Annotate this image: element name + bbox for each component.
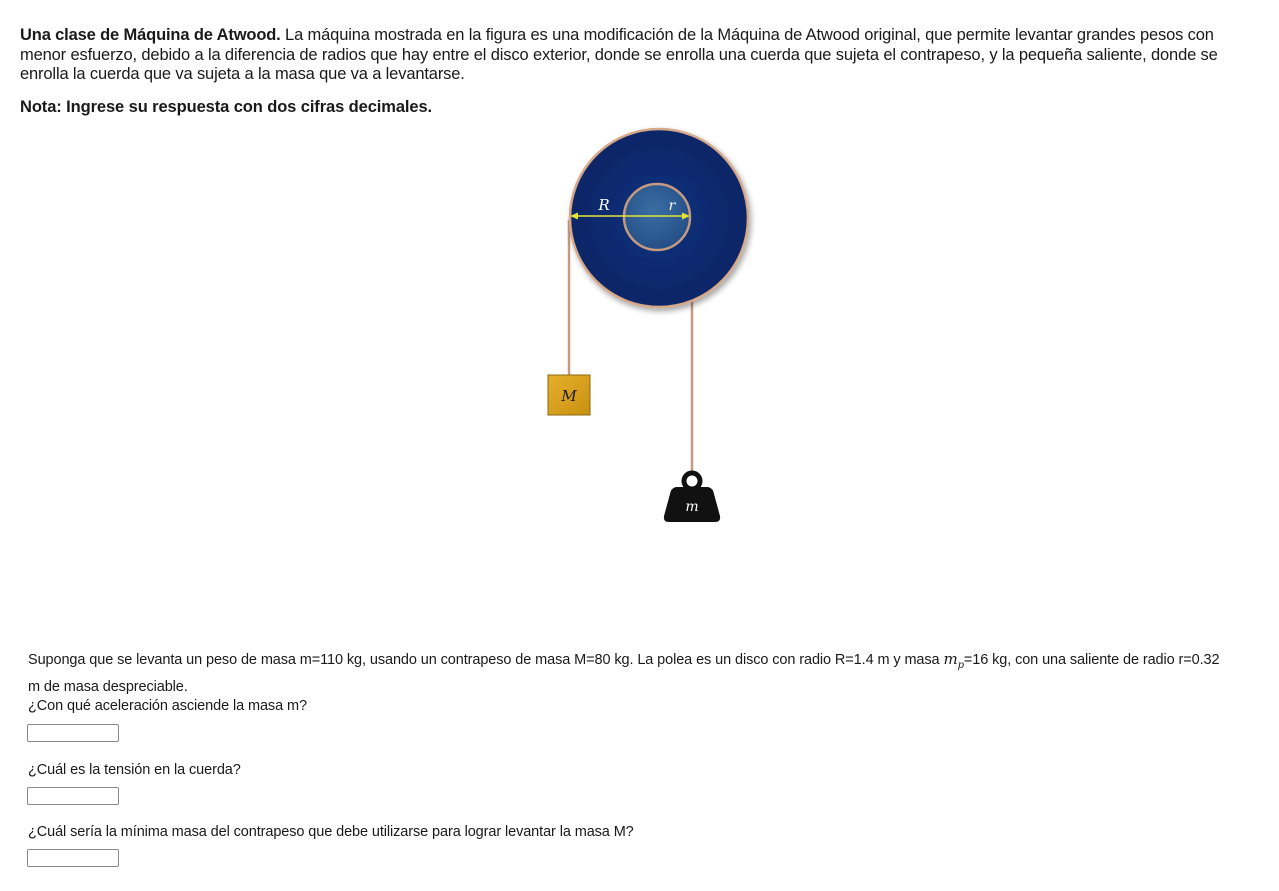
answer-tension-input[interactable]: [27, 787, 119, 805]
answer-min-counterweight-input[interactable]: [27, 849, 119, 867]
problem-description: La máquina mostrada en la figura es una modificación de la Máquina de Atwood original, que permite levantar grandes pesos con menor esfuerzo, debido a la diferencia de radios que hay entre el disco exterior, donde se enrolla una cuerda que sujeta el contrapeso, y la pequeña saliente, donde se enrolla la cuerda que va sujeta a la masa que va a levantarse.: [20, 26, 1218, 83]
note-text: Nota: Ingrese su respuesta con dos cifras decimales.: [20, 98, 433, 116]
answer-acceleration-input[interactable]: [27, 724, 119, 742]
question-tension: ¿Cuál es la tensión en la cuerda?: [28, 762, 241, 778]
problem-title: Una clase de Máquina de Atwood.: [20, 26, 281, 44]
question-min-counterweight: ¿Cuál sería la mínima masa del contrapeso que debe utilizarse para lograr levantar la masa M?: [28, 824, 634, 840]
radius-r-label: r: [668, 198, 676, 214]
weight-label: m: [685, 499, 699, 515]
given-data: Suponga que se levanta un peso de masa m=110 kg, usando un contrapeso de masa M=80 kg. La polea es un disco con radio R=1.4 m y masa $m_p=16$ kg, con una saliente de radio r=0.32 m de masa despreciable.: [28, 650, 1220, 695]
pulley-hub: [624, 184, 690, 250]
weight-ring: [684, 473, 700, 489]
radius-R-label: R: [598, 196, 610, 214]
question-acceleration: ¿Con qué aceleración asciende la masa m?: [28, 698, 307, 714]
pulley-mass-symbol: $m_p$: [943, 650, 964, 671]
counterweight-label: M: [561, 387, 577, 405]
